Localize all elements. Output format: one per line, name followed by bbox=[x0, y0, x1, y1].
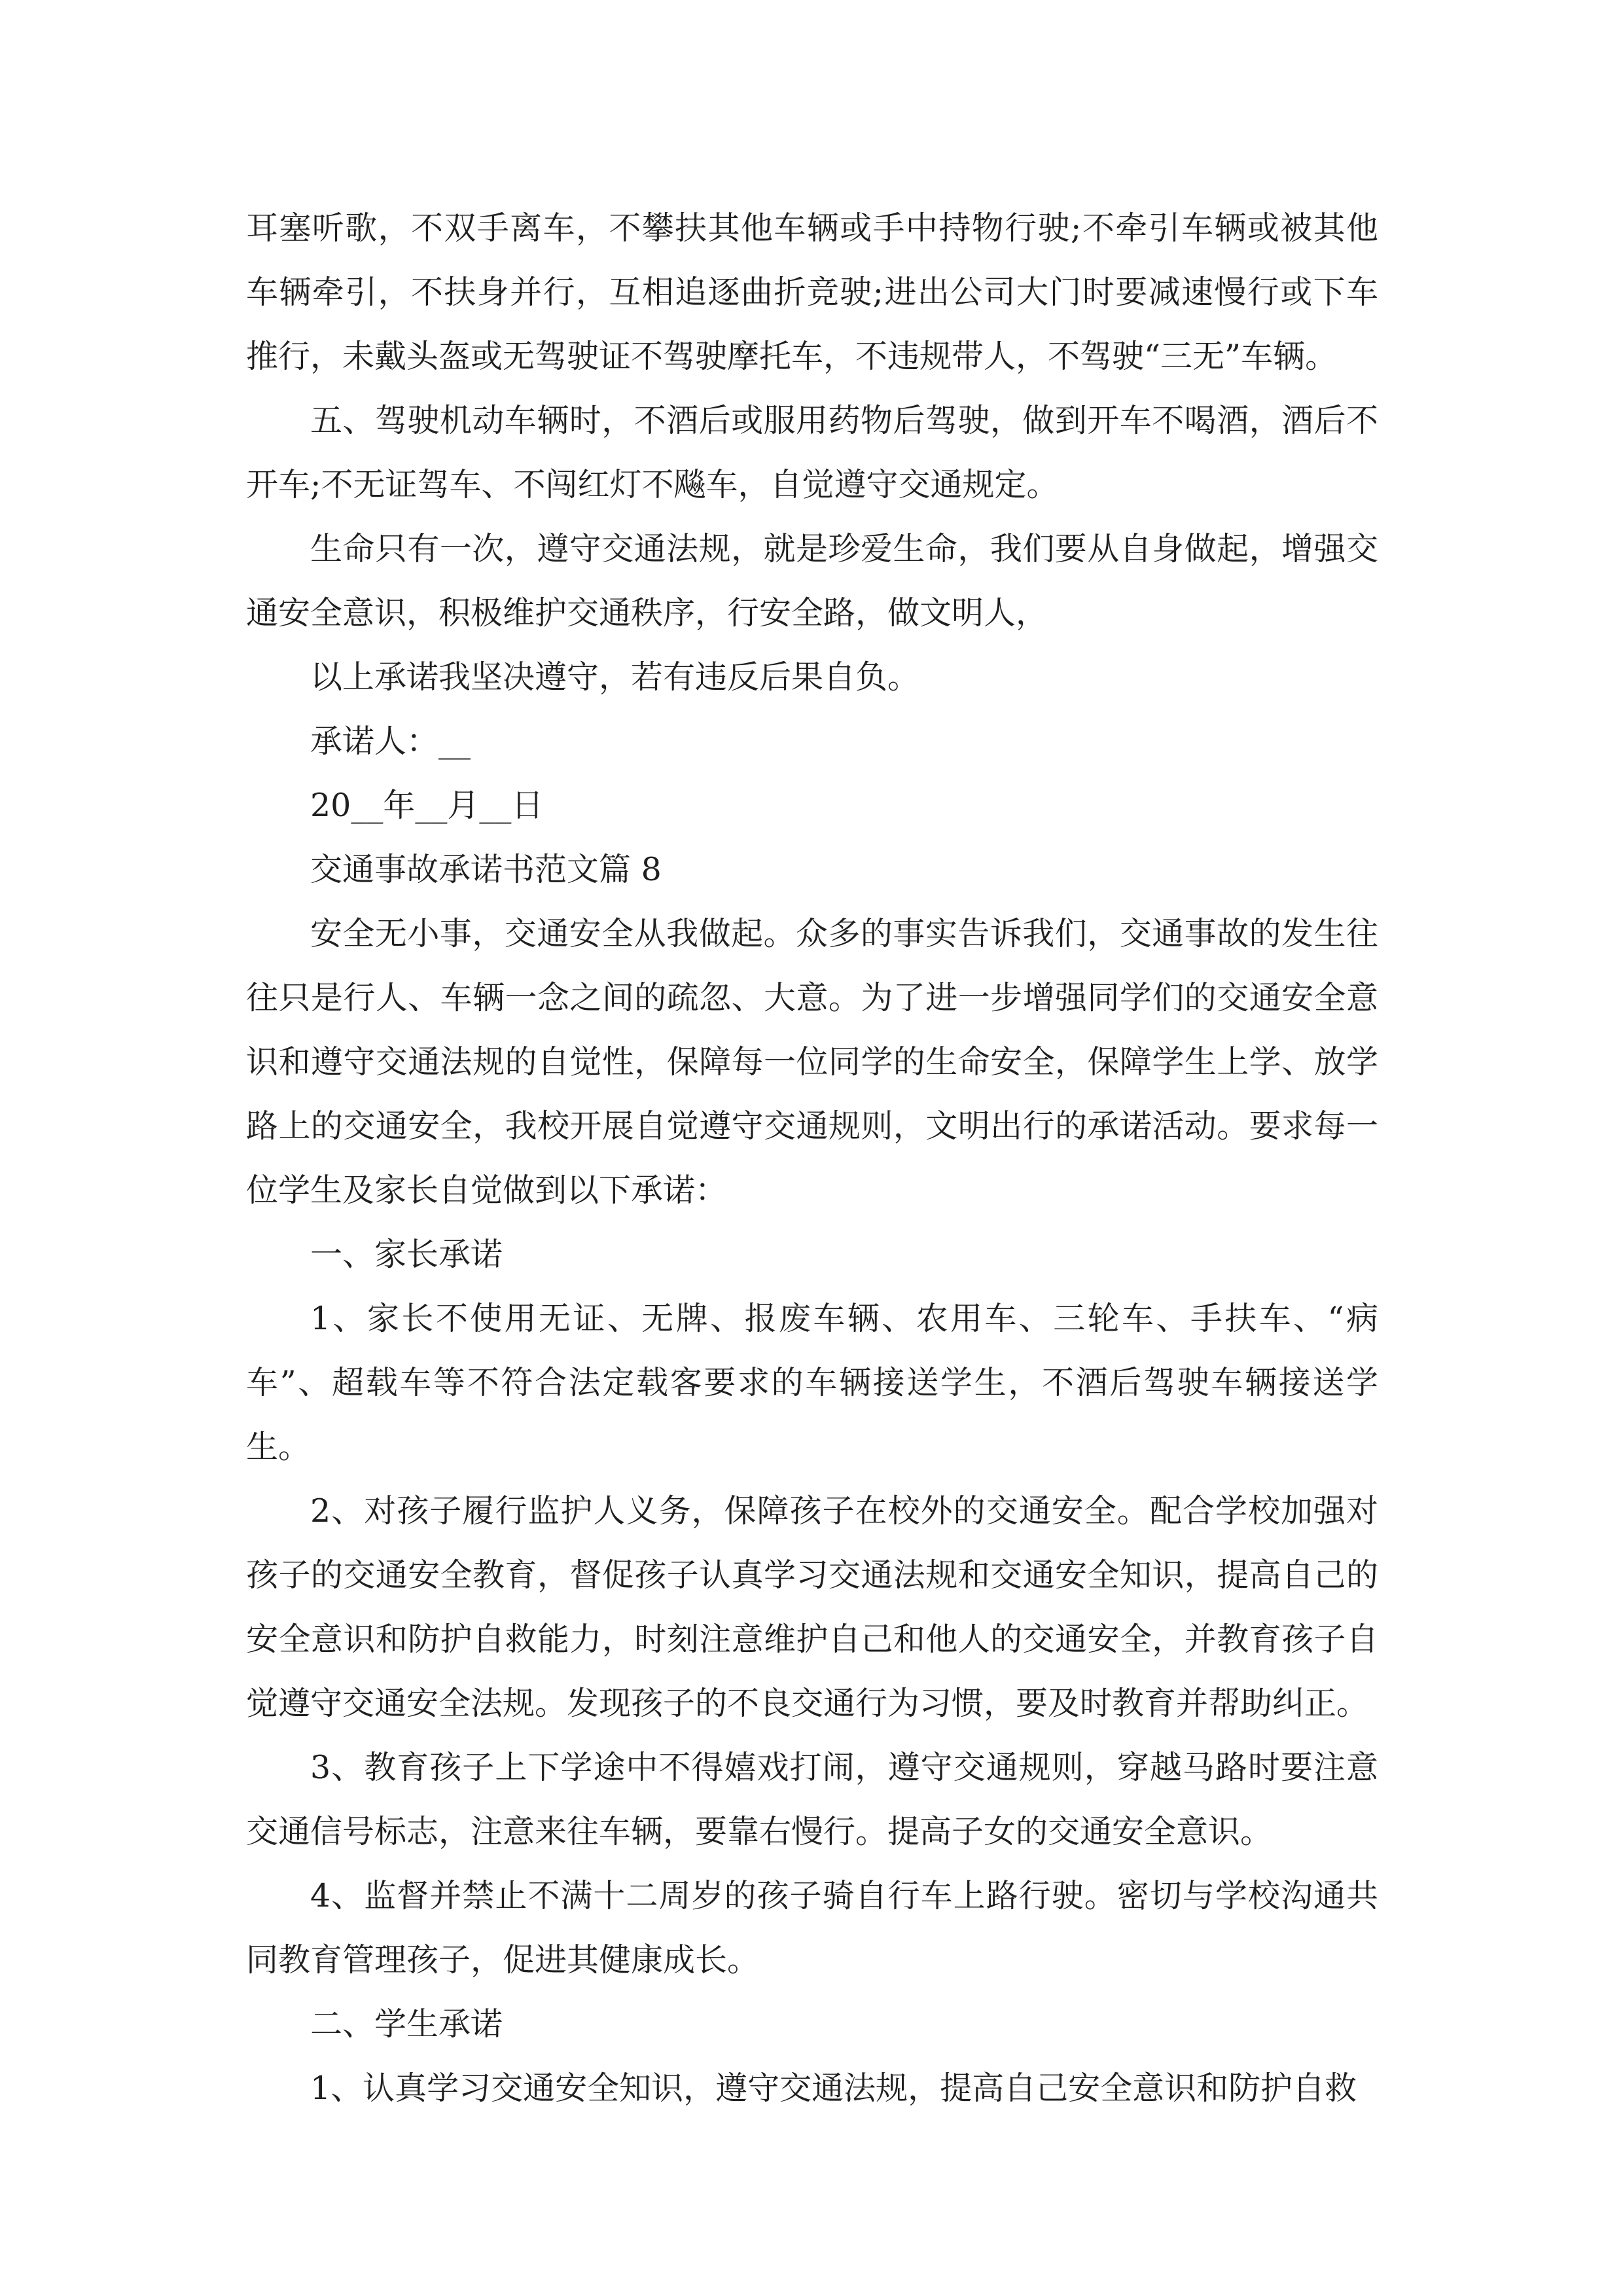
paragraph-continuation: 耳塞听歌，不双手离车，不攀扶其他车辆或手中持物行驶;不牵引车辆或被其他车辆牵引，不扶身并行，互相追逐曲折竞驶;进出公司大门时要减速慢行或下车推行，未戴头盔或无驾驶证不驾驶摩托车，不违规带人，不驾驶“三无”车辆。 bbox=[246, 209, 1378, 375]
paragraph-life-once: 生命只有一次，遵守交通法规，就是珍爱生命，我们要从自身做起，增强交通安全意识，积极维护交通秩序，行安全路，做文明人， bbox=[246, 530, 1378, 632]
document-body bbox=[246, 196, 1378, 2121]
parent-item-3: 3、教育孩子上下学途中不得嬉戏打闹，遵守交通规则，穿越马路时要注意交通信号标志，注意来往车辆，要靠右慢行。提高子女的交通安全意识。 bbox=[246, 1749, 1378, 1850]
student-item-1: 1、认真学习交通安全知识，遵守交通法规，提高自己安全意识和防护自救 bbox=[310, 2070, 1357, 2107]
heading-parent-pledge: 一、家长承诺 bbox=[310, 1236, 503, 1273]
parent-item-2: 2、对孩子履行监护人义务，保障孩子在校外的交通安全。配合学校加强对孩子的交通安全教育，督促孩子认真学习交通法规和交通安全知识，提高自己的安全意识和防护自救能力，时刻注意维护自己和他人的交通安全，并教育孩子自觉遵守交通安全法规。发现孩子的不良交通行为习惯，要及时教育并帮助纠正。 bbox=[246, 1492, 1378, 1722]
heading-student-pledge: 二、学生承诺 bbox=[310, 2005, 503, 2043]
parent-item-1: 1、家长不使用无证、无牌、报废车辆、农用车、三轮车、手扶车、“病车”、超载车等不符合法定载客要求的车辆接送学生，不酒后驾驶车辆接送学生。 bbox=[246, 1300, 1378, 1465]
signature-line: 承诺人：__ bbox=[310, 723, 471, 760]
paragraph-intro: 安全无小事，交通安全从我做起。众多的事实告诉我们，交通事故的发生往往只是行人、车辆一念之间的疏忽、大意。为了进一步增强同学们的交通安全意识和遵守交通法规的自觉性，保障每一位同学的生命安全，保障学生上学、放学路上的交通安全，我校开展自觉遵守交通规则，文明出行的承诺活动。要求每一位学生及家长自觉做到以下承诺： bbox=[246, 915, 1378, 1209]
section-title: 交通事故承诺书范文篇 8 bbox=[310, 851, 662, 888]
paragraph-pledge-statement: 以上承诺我坚决遵守，若有违反后果自负。 bbox=[310, 658, 920, 696]
date-line: 20__年__月__日 bbox=[310, 787, 544, 824]
parent-item-4: 4、监督并禁止不满十二周岁的孩子骑自行车上路行驶。密切与学校沟通共同教育管理孩子，促进其健康成长。 bbox=[246, 1877, 1378, 1979]
paragraph-item-five: 五、驾驶机动车辆时，不酒后或服用药物后驾驶，做到开车不喝酒，酒后不开车;不无证驾车、不闯红灯不飚车，自觉遵守交通规定。 bbox=[246, 402, 1378, 503]
